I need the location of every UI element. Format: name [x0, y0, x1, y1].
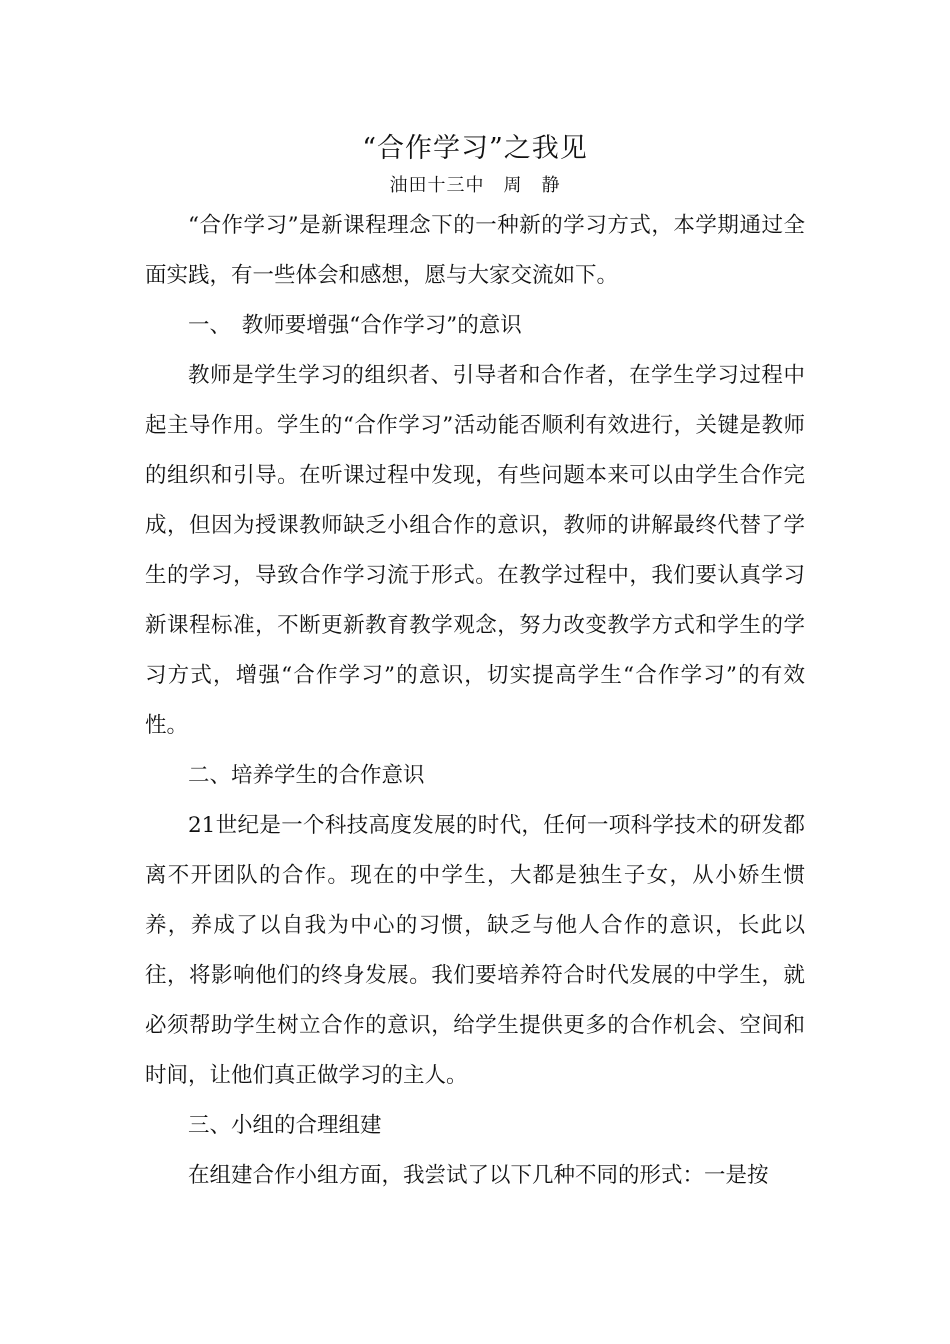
- section-3-paragraph: 在组建合作小组方面，我尝试了以下几种不同的形式：一是按: [188, 1163, 769, 1188]
- document-author: 油田十三中 周 静: [389, 175, 561, 196]
- section-1-paragraph: 教师是学生学习的组织者、引导者和合作者，在学生学习过程中起主导作用。学生的“合作学习”活动能否顺利有效进行，关键是教师的组织和引导。在听课过程中发现，有些问题本来可以由学生合作完成，但因为授课教师缺乏小组合作的意识，教师的讲解最终代替了学生的学习，导致合作学习流于形式。在教学过程中，我们要认真学习新课程标准，不断更新教育教学观念，努力改变教学方式和学生的学习方式，增强“合作学习”的意识，切实提高学生“合作学习”的有效性。: [145, 363, 805, 738]
- section-heading-2: 二、培养学生的合作意识: [188, 763, 425, 788]
- section-2-paragraph: 21世纪是一个科技高度发展的时代，任何一项科学技术的研发都离不开团队的合作。现在的中学生，大都是独生子女，从小娇生惯养，养成了以自我为中心的习惯，缺乏与他人合作的意识，长此以往，将影响他们的终身发展。我们要培养符合时代发展的中学生，就必须帮助学生树立合作的意识，给学生提供更多的合作机会、空间和时间，让他们真正做学习的主人。: [145, 813, 805, 1088]
- document-title: “合作学习”之我见: [362, 133, 588, 164]
- section-heading-3: 三、小组的合理组建: [188, 1113, 382, 1138]
- section-heading-1: 一、 教师要增强“合作学习”的意识: [188, 313, 522, 338]
- intro-paragraph: “合作学习”是新课程理念下的一种新的学习方式，本学期通过全面实践，有一些体会和感想，愿与大家交流如下。: [145, 213, 805, 288]
- document-body: [145, 201, 805, 1201]
